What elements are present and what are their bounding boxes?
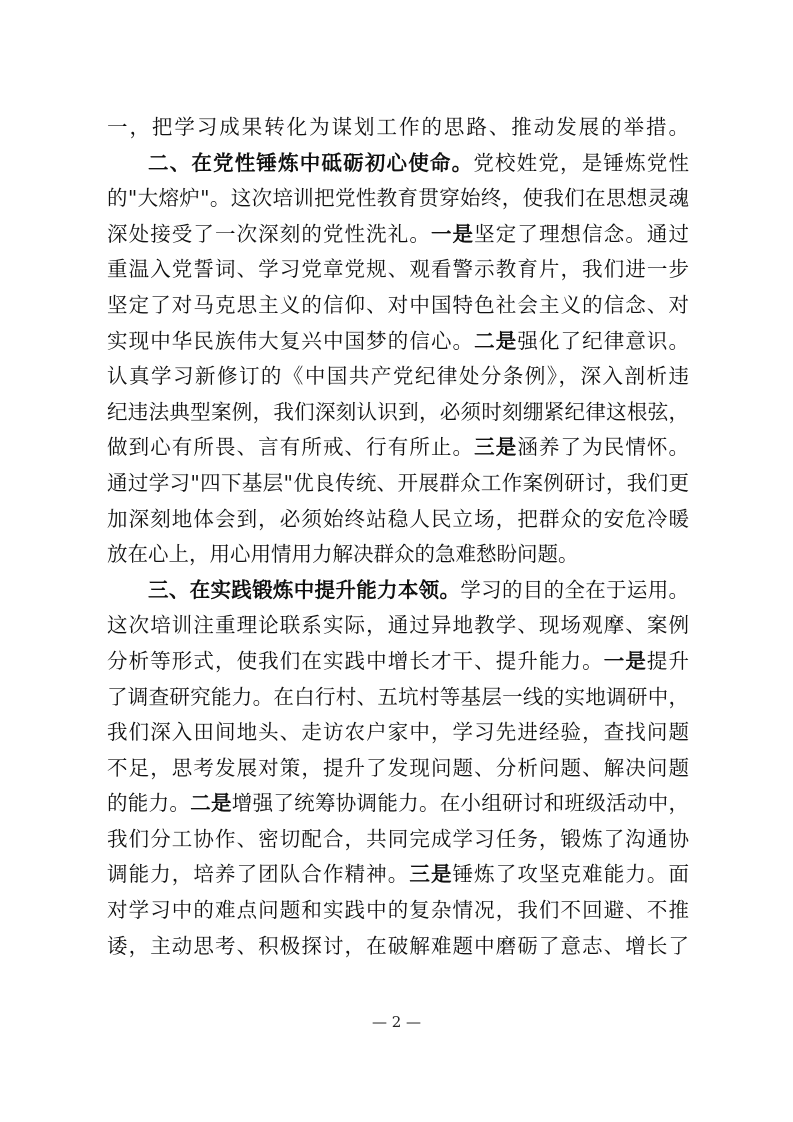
body-line: 不足，思考发展对策，提升了发现问题、分析问题、解决问题	[107, 755, 689, 780]
body-line: 加深刻地体会到，必须始终站稳人民立场，把群众的安危冷暖	[107, 506, 689, 531]
body-line: 分析等形式，使我们在实践中增长才干、提升能力。一是提升	[107, 648, 690, 673]
point-marker: 三是	[409, 862, 453, 887]
document-body	[107, 110, 689, 964]
body-line: 这次培训注重理论联系实际，通过异地教学、现场观摩、案例	[107, 613, 689, 638]
body-line: 重温入党誓词、学习党章党规、观看警示教育片，我们进一步	[107, 257, 689, 282]
body-line: 认真学习新修订的《中国共产党纪律处分条例》，深入剖析违	[107, 364, 689, 389]
body-line: 诿，主动思考、积极探讨，在破解难题中磨砺了意志、增长了	[107, 933, 689, 958]
body-line: 纪违法典型案例，我们深刻认识到，必须时刻绷紧纪律这根弦，	[107, 399, 689, 424]
body-line: 的"大熔炉"。这次培训把党性教育贯穿始终，使我们在思想灵魂	[107, 186, 689, 211]
body-line: 调能力，培养了团队合作精神。三是锤炼了攻坚克难能力。面	[107, 862, 690, 887]
body-line: 了调查研究能力。在白行村、五坑村等基层一线的实地调研中，	[107, 684, 689, 709]
body-line: 做到心有所畏、言有所戒、行有所止。三是涵养了为民情怀。	[107, 435, 690, 460]
body-line: 坚定了对马克思主义的信仰、对中国特色社会主义的信念、对	[107, 292, 689, 317]
body-line: 通过学习"四下基层"优良传统、开展群众工作案例研讨，我们更	[107, 470, 689, 495]
body-line: 实现中华民族伟大复兴中国梦的信心。二是强化了纪律意识。	[107, 328, 690, 353]
body-line: 我们深入田间地头、走访农户家中，学习先进经验，查找问题	[107, 720, 689, 745]
body-line: 深处接受了一次深刻的党性洗礼。一是坚定了理想信念。通过	[107, 221, 690, 246]
body-line: 对学习中的难点问题和实践中的复杂情况，我们不回避、不推	[107, 898, 689, 923]
body-line: 我们分工协作、密切配合，共同完成学习任务，锻炼了沟通协	[107, 826, 689, 851]
body-line: 一，把学习成果转化为谋划工作的思路、推动发展的举措。	[107, 115, 689, 139]
point-marker: 三是	[474, 435, 518, 460]
point-marker: 二是	[474, 328, 518, 353]
point-marker: 二是	[190, 791, 232, 816]
body-line: 的能力。二是增强了统筹协调能力。在小组研讨和班级活动中，	[107, 791, 690, 816]
point-marker: 一是	[430, 221, 475, 246]
heading-bold: 三、在实践锻炼中提升能力本领。	[148, 577, 461, 602]
section-heading-3: 三、在实践锻炼中提升能力本领。学习的目的全在于运用。	[148, 577, 690, 602]
point-marker: 一是	[603, 648, 647, 673]
body-line: 放在心上，用心用情用力解决群众的急难愁盼问题。	[107, 542, 579, 567]
page-number: — 2 —	[371, 1013, 422, 1031]
heading-bold: 二、在党性锤炼中砥砺初心使命。	[148, 150, 474, 175]
section-heading-2: 二、在党性锤炼中砥砺初心使命。党校姓党，是锤炼党性	[148, 150, 689, 175]
